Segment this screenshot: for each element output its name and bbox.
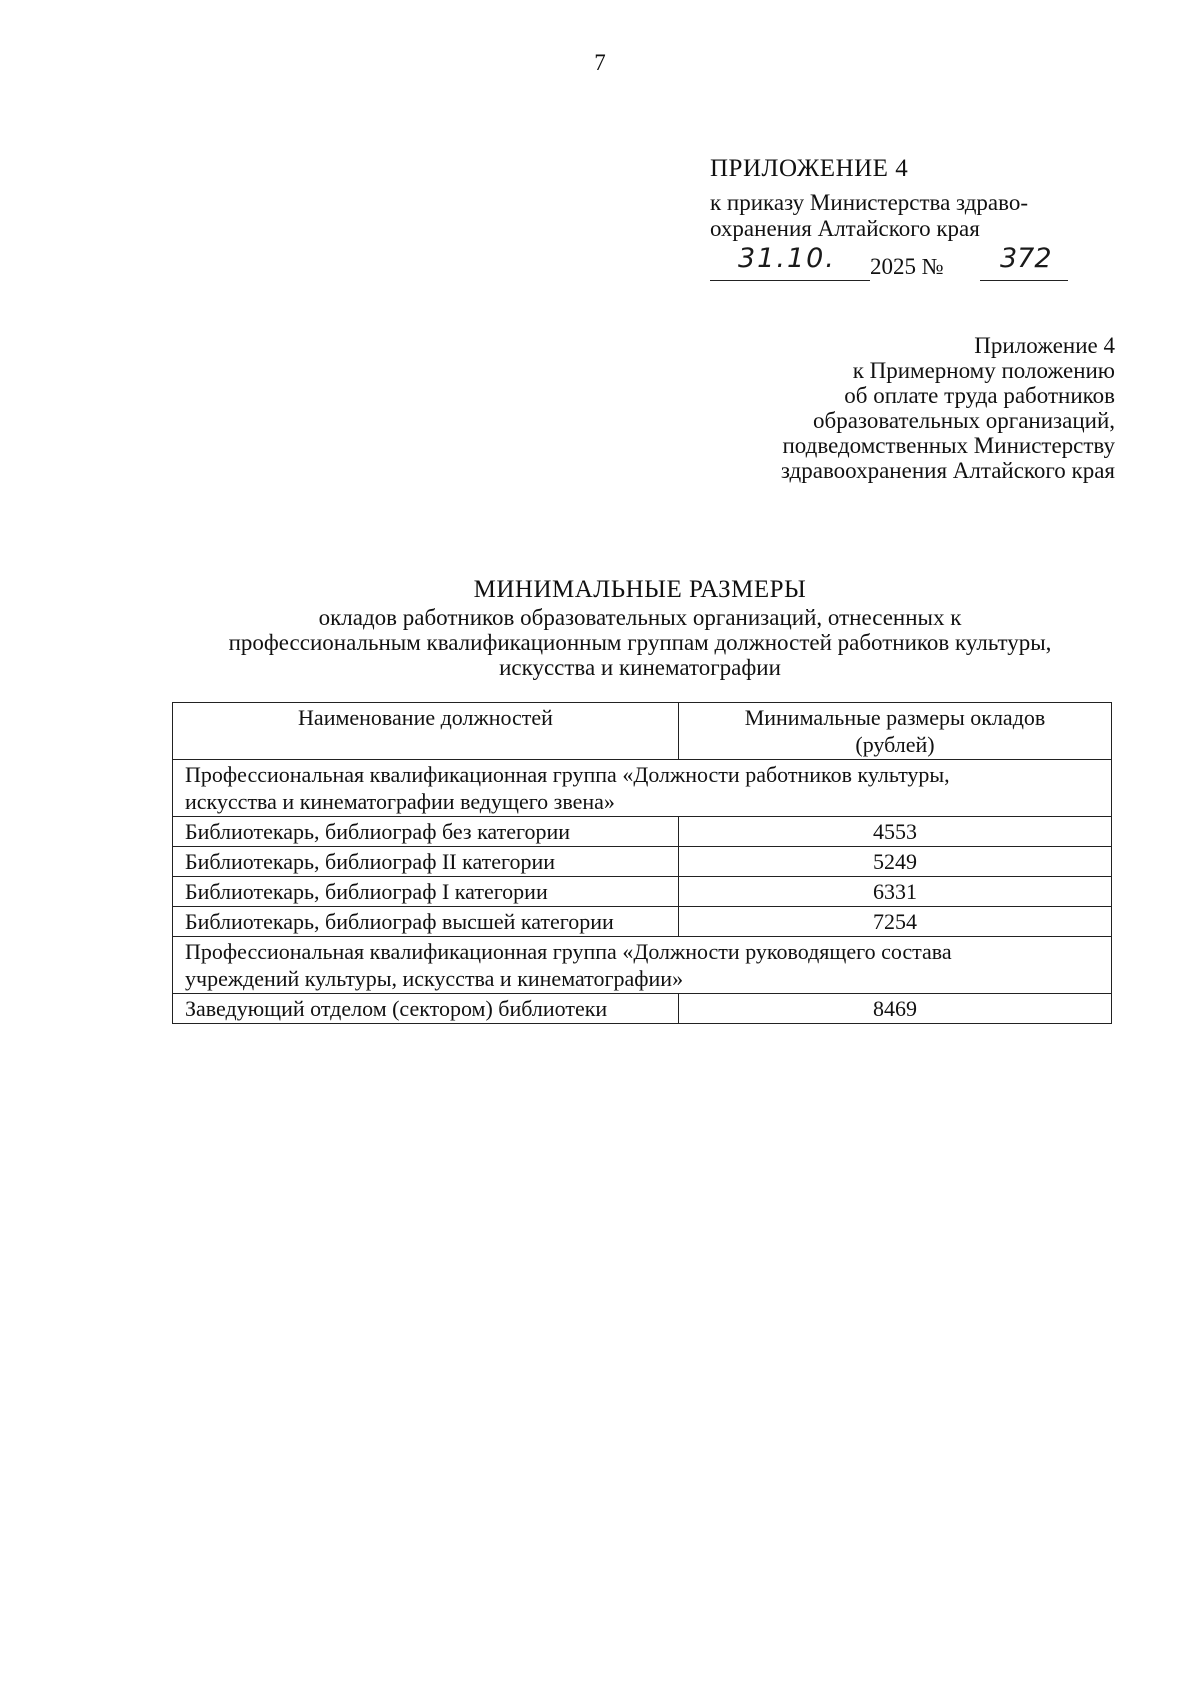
page-number: 7 [594,50,606,75]
reference-line: к Примерному положению [852,358,1115,383]
table-row [173,907,1112,937]
group-title-line: учреждений культуры, искусства и кинематографии» [185,966,684,991]
appendix-line-2: охранения Алтайского края [710,216,980,241]
appendix-header [710,156,1130,286]
group-title [173,760,1112,817]
table-row [173,817,1112,847]
reference-block [781,333,1115,483]
reference-line: об оплате труда работников [844,383,1115,408]
column-header-salary-line: Минимальные размеры окладов [744,705,1046,730]
document-title-main: МИНИМАЛЬНЫЕ РАЗМЕРЫ [473,576,807,603]
group-title-line: искусства и кинематографии ведущего звена» [185,789,615,814]
reference-line: здравоохранения Алтайского края [780,458,1115,483]
table-header-row [173,703,1112,760]
salary-table [172,702,1112,1024]
position-name: Библиотекарь, библиограф II категории [173,847,679,877]
document-title-sub: окладов работников образовательных организаций, отнесенных к [318,605,962,630]
position-name: Заведующий отделом (сектором) библиотеки [173,994,679,1024]
group-title [173,937,1112,994]
position-name: Библиотекарь, библиограф I категории [173,877,679,907]
salary-value: 5249 [679,847,1112,877]
group-row [173,760,1112,817]
table-row [173,847,1112,877]
position-name: Библиотекарь, библиограф высшей категории [173,907,679,937]
document-title-sub: искусства и кинематографии [499,655,781,680]
group-title-line: Профессиональная квалификационная группа «Должности работников культуры, [185,762,950,787]
reference-line: Приложение 4 [974,333,1115,358]
appendix-title: ПРИЛОЖЕНИЕ 4 [710,155,909,182]
position-name: Библиотекарь, библиограф без категории [173,817,679,847]
salary-value: 6331 [679,877,1112,907]
order-date-number-line [710,243,1130,286]
salary-value: 8469 [679,994,1112,1024]
order-year: 2025 № [870,254,944,279]
document-title-sub: профессиональным квалификационным группам должностей работников культуры, [228,630,1052,655]
reference-line: подведомственных Министерству [782,433,1115,458]
appendix-line-1: к приказу Министерства здраво- [710,190,1028,215]
document-title [160,575,1120,680]
handwritten-date: 31.10. [738,243,836,274]
group-title-line: Профессиональная квалификационная группа «Должности руководящего состава [185,939,952,964]
table-row [173,994,1112,1024]
reference-line: образовательных организаций, [813,408,1115,433]
column-header-position: Наименование должностей [173,703,679,760]
salary-value: 7254 [679,907,1112,937]
handwritten-number: 372 [1000,243,1052,274]
column-header-salary-unit: (рублей) [855,732,935,757]
salary-value: 4553 [679,817,1112,847]
table-row [173,877,1112,907]
column-header-salary [679,703,1112,760]
group-row [173,937,1112,994]
